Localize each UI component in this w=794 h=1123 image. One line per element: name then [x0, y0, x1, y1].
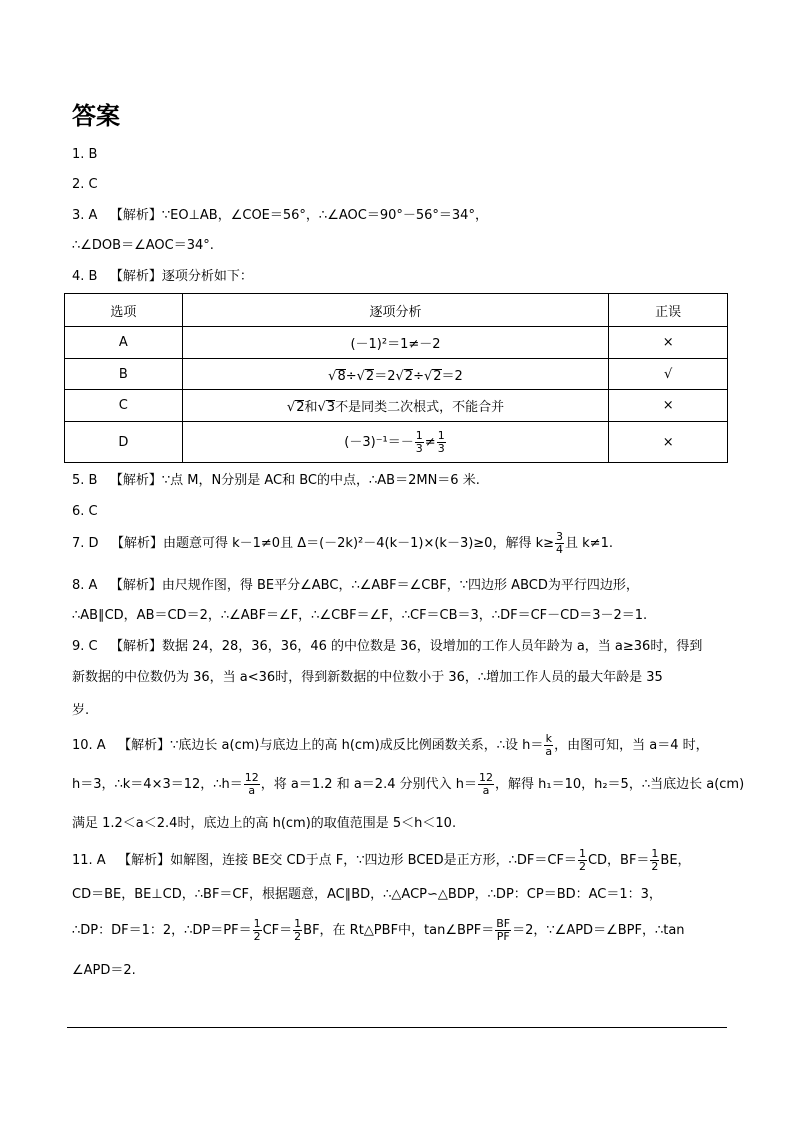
- answer-1: 1. B: [72, 147, 98, 162]
- table-cell-analysis: (－3)⁻¹＝－ $\frac{1}{3}$ ≠ $\frac{1}{3}$: [182, 422, 609, 463]
- table-row: [65, 422, 728, 463]
- table-row: [65, 327, 728, 359]
- table-header-result: 正误: [609, 294, 728, 327]
- table-row: [65, 359, 728, 390]
- answer-7: 7. D 【解析】由题意可得 k－1≠0且 Δ＝(－2k)²－4(k－1)×(k－3)≥0，解得 k≥ $\frac{3}{4}$ 且 k≠1.: [72, 530, 613, 556]
- answer-11: 11. A 【解析】如解图，连接 BE交 CD于点 F，∵四边形 BCED是正方形，∴DF＝CF＝ $\frac{1}{2}$ CD，BF＝ $\frac{1}{2}$ BE，: [72, 847, 691, 873]
- analysis-table: [64, 293, 728, 463]
- answer-2: 2. C: [72, 177, 98, 192]
- answer-11-line3: ∴DP：DF＝1：2，∴DP＝PF＝ $\frac{1}{2}$ CF＝ $\frac{1}{2}$ BF，在 Rt△PBF中，tan∠BPF＝ $\frac{BF}{PF}$ ＝2，∵∠APD＝∠BPF，∴tan: [72, 917, 685, 943]
- table-cell-result: √: [609, 359, 728, 390]
- answer-9: 9. C 【解析】数据 24，28，36，36，46 的中位数是 36，设增加的工作人员年龄为 a，当 a≥36时，得到: [72, 639, 703, 654]
- answer-8-line2: ∴AB∥CD，AB＝CD＝2，∴∠ABF＝∠F，∴∠CBF＝∠F，∴CF＝CB＝3，∴DF＝CF－CD＝3－2＝1.: [72, 608, 648, 623]
- answer-8: 8. A 【解析】由尺规作图，得 BE平分∠ABC，∴∠ABF＝∠CBF，∵四边形 ABCD为平行四边形，: [72, 578, 639, 593]
- page-title: 答案: [72, 102, 120, 130]
- answer-3-line2: ∴∠DOB＝∠AOC＝34°.: [72, 238, 214, 253]
- table-cell-option: D: [65, 422, 183, 463]
- table-cell-analysis: √2和√3不是同类二次根式，不能合并: [182, 390, 609, 422]
- answer-10-line3: 满足 1.2＜a＜2.4时，底边上的高 h(cm)的取值范围是 5＜h＜10.: [72, 816, 457, 831]
- table-cell-option: B: [65, 359, 183, 390]
- table-cell-analysis: √8÷√2＝2√2÷√2＝2: [182, 359, 609, 390]
- table-cell-option: C: [65, 390, 183, 422]
- table-cell-result: ×: [609, 327, 728, 359]
- answer-3: 3. A 【解析】∵EO⊥AB，∠COE＝56°，∴∠AOC＝90°－56°＝34°，: [72, 208, 488, 223]
- answer-6: 6. C: [72, 504, 98, 519]
- table-header-row: [65, 294, 728, 327]
- answer-5: 5. B 【解析】∵点 M，N分别是 AC和 BC的中点，∴AB＝2MN＝6 米.: [72, 473, 480, 488]
- table-cell-result: ×: [609, 390, 728, 422]
- table-row: [65, 390, 728, 422]
- table-cell-option: A: [65, 327, 183, 359]
- answer-10: 10. A 【解析】∵底边长 a(cm)与底边上的高 h(cm)成反比例函数关系，∴设 h＝ $\frac{k}{a}$ ，由图可知，当 a＝4 时，: [72, 732, 709, 758]
- table-cell-result: ×: [609, 422, 728, 463]
- answer-4: 4. B 【解析】逐项分析如下：: [72, 269, 253, 284]
- answer-9-line3: 岁.: [72, 703, 90, 718]
- table-header-analysis: 逐项分析: [182, 294, 609, 327]
- answer-11-line4: ∠APD＝2.: [72, 963, 136, 978]
- answer-10-line2: h＝3，∴k＝4×3＝12，∴h＝ $\frac{12}{a}$ ，将 a＝1.2 和 a＝2.4 分别代入 h＝ $\frac{12}{a}$ ，解得 h₁＝10，h₂＝5，∴当底边长 a(cm): [72, 771, 745, 797]
- table-header-option: 选项: [65, 294, 183, 327]
- table-cell-analysis: (－1)²＝1≠－2: [182, 327, 609, 359]
- footer-divider: [67, 1027, 727, 1028]
- answer-11-line2: CD＝BE，BE⊥CD，∴BF＝CF，根据题意，AC∥BD，∴△ACP∽△BDP，∴DP：CP＝BD：AC＝1：3，: [72, 887, 662, 902]
- answer-9-line2: 新数据的中位数仍为 36，当 a<36时，得到新数据的中位数小于 36，∴增加工作人员的最大年龄是 35: [72, 670, 663, 685]
